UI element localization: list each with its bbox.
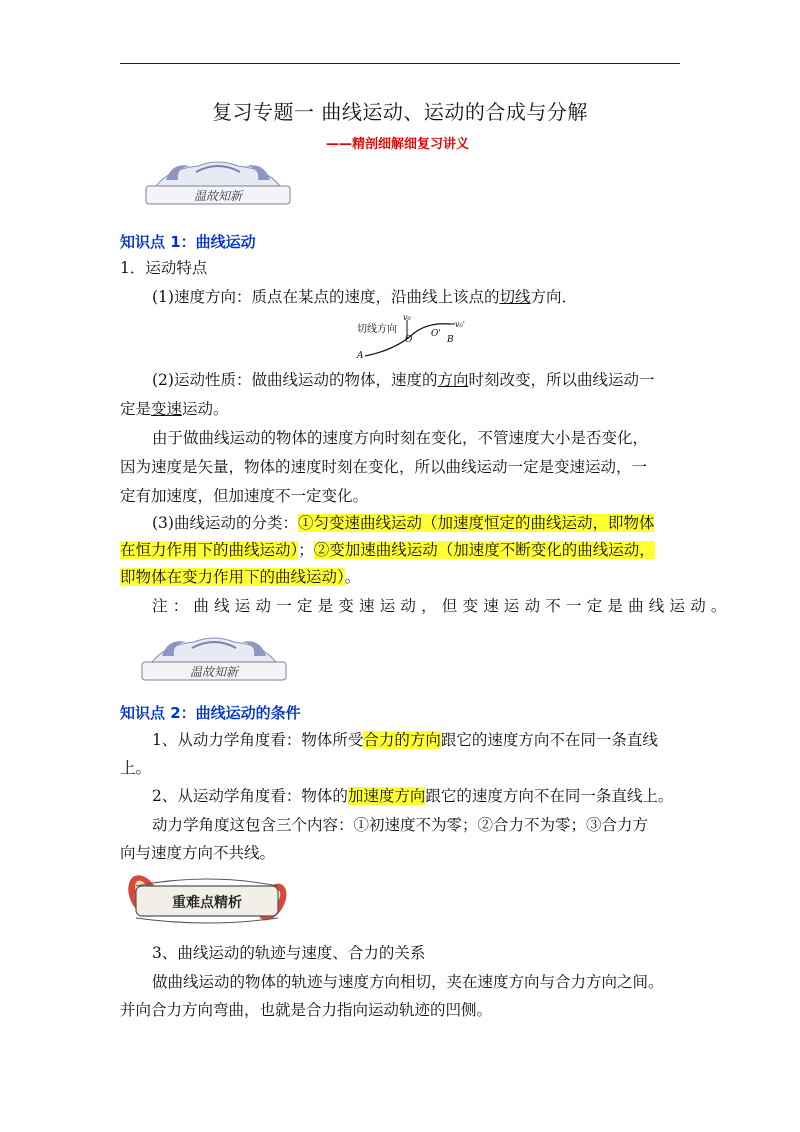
condition-dynamics-l1: 1、从动力学角度看：物体所受合力的方向跟它的速度方向不在同一条直线 — [152, 731, 658, 749]
section3-line2: 并向合力方向弯曲，也就是合力指向运动轨迹的凹侧。 — [120, 1001, 493, 1019]
svg-text:A: A — [357, 351, 364, 360]
condition-three-l2: 向与速度方向不共线。 — [120, 844, 276, 862]
note-line: 注：曲线运动一定是变速运动，但变速运动不一定是曲线运动。 — [152, 597, 732, 615]
para-motion-nature-cont: 定是变速运动。 — [120, 400, 229, 418]
header-rule — [120, 63, 680, 64]
key-points-banner — [122, 868, 292, 930]
condition-three-l1: 动力学角度这包含三个内容：①初速度不为零；②合力不为零；③合力方 — [152, 816, 649, 834]
condition-dynamics-l2: 上。 — [120, 759, 152, 777]
banner-label: 重难点精析 — [172, 895, 242, 911]
para-classification-l1: (3)曲线运动的分类：①匀变速曲线运动（加速度恒定的曲线运动，即物体 — [152, 514, 655, 532]
svg-text:O: O — [405, 335, 413, 345]
page-subtitle: ——精剖细解细复习讲义 — [326, 137, 470, 152]
section3-line1: 做曲线运动的物体的轨迹与速度方向相切，夹在速度方向与合力方向之间。 — [152, 973, 664, 991]
banner-label: 温故知新 — [193, 189, 243, 203]
svg-text:B: B — [447, 335, 454, 345]
para-classification-l3: 即物体在变力作用下的曲线运动）。 — [120, 568, 361, 586]
section1-heading: 知识点 1：曲线运动 — [120, 233, 256, 251]
review-banner-2 — [134, 626, 294, 686]
svg-text:v₀': v₀' — [455, 320, 465, 329]
para-explain-l1: 由于做曲线运动的物体的速度方向时刻在变化，不管速度大小是否变化， — [152, 429, 649, 447]
section3-heading: 3、曲线运动的轨迹与速度、合力的关系 — [152, 944, 426, 962]
svg-text:O': O' — [431, 329, 441, 339]
para-explain-l2: 因为速度是矢量，物体的速度时刻在变化，所以曲线运动一定是变速运动，一 — [120, 458, 648, 476]
para-explain-l3: 定有加速度，但加速度不一定变化。 — [120, 487, 369, 505]
svg-text:v₀: v₀ — [403, 313, 411, 322]
svg-text:切线方向: 切线方向 — [357, 324, 397, 335]
condition-kinematics: 2、从运动学角度看：物体的加速度方向跟它的速度方向不在同一条直线上。 — [152, 787, 674, 805]
section2-heading: 知识点 2：曲线运动的条件 — [120, 704, 301, 722]
review-banner — [138, 150, 298, 210]
banner-label: 温故知新 — [189, 665, 239, 679]
tangent-figure — [355, 312, 475, 360]
para-velocity-direction: (1)速度方向：质点在某点的速度，沿曲线上该点的切线方向． — [152, 288, 577, 306]
item-1: 1．运动特点 — [120, 259, 208, 277]
page-title: 复习专题一 曲线运动、运动的合成与分解 — [212, 100, 588, 124]
para-classification-l2: 在恒力作用下的曲线运动）；②变加速曲线运动（加速度不断变化的曲线运动， — [120, 541, 655, 559]
para-motion-nature: (2)运动性质：做曲线运动的物体，速度的方向时刻改变，所以曲线运动一 — [152, 371, 655, 389]
